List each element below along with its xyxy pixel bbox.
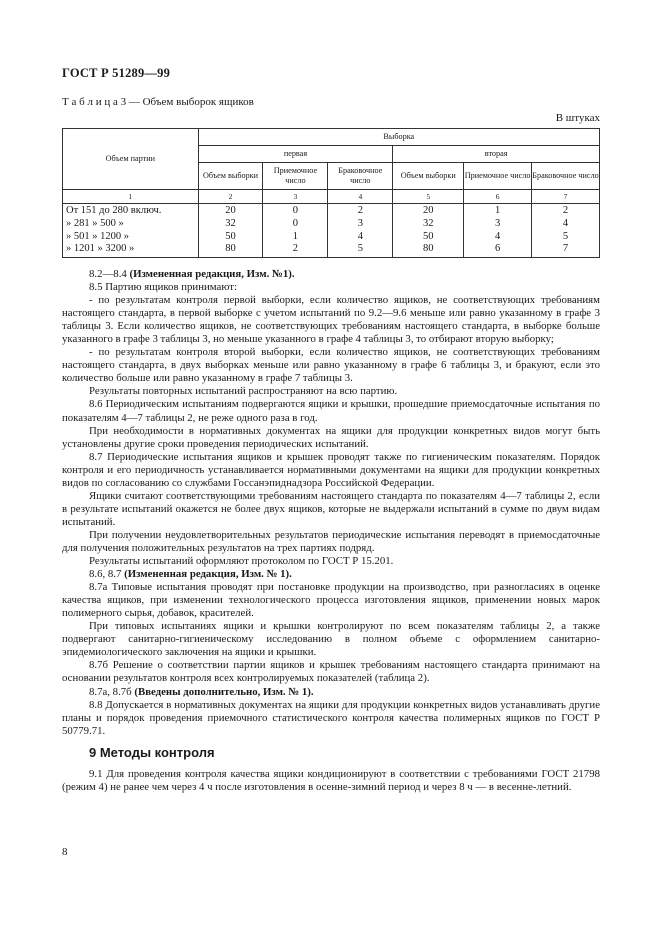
table-cell: 32 — [225, 217, 236, 229]
subheader: Браковочное число — [328, 163, 393, 190]
table-cell: 20 — [422, 205, 434, 217]
column-number: 4 — [328, 190, 393, 204]
table-cell: 50 — [422, 230, 434, 242]
paragraph: Результаты повторных испытаний распространяют на всю партию. — [89, 385, 398, 398]
subheader: Объем выборки — [198, 163, 263, 190]
document-header: ГОСТ Р 51289—99 — [62, 66, 171, 80]
lot-range: » 1201 » 3200 » — [66, 243, 135, 255]
body-text — [62, 268, 600, 794]
table-cell: 7 — [562, 243, 569, 255]
amendment-note: (Измененная редакция, Изм. № 1). — [124, 568, 292, 581]
amendment-note: (Измененная редакция, Изм. №1). — [129, 268, 295, 280]
column-number: 5 — [393, 190, 464, 204]
table-cell: 20 — [225, 205, 236, 217]
header-sample: Выборка — [198, 129, 599, 146]
paragraph: При получении неудовлетворительных результатов периодические испытания переводят в приемосдаточные для получения положительных результатов на трех партиях подряд. — [62, 528, 600, 554]
table-cell: 4 — [357, 230, 363, 242]
paragraph: 8.6 Периодическим испытаниям подвергаются ящики и крышки, прошедшие приемосдаточные испытания по показателям 4—7 таблицы 2, не реже одного раза в год. — [62, 398, 600, 424]
table-cell: 80 — [225, 243, 236, 255]
paragraph: 8.7а Типовые испытания проводят при постановке продукции на производство, при разногласиях в оценке качества ящиков, при изменении технологического процесса изготовления ящиков, применении новых марок полимерного сырья, добавок, красителей. — [62, 581, 600, 620]
section-heading: 9 Методы контроля — [89, 744, 215, 760]
column-number: 2 — [198, 190, 263, 204]
table-cell: 0 — [292, 217, 299, 229]
table-cell: 3 — [357, 217, 363, 229]
paragraph: Результаты испытаний оформляют протоколом по ГОСТ Р 15.201. — [89, 555, 394, 568]
second-acceptance-column — [464, 204, 532, 258]
paragraph — [62, 686, 600, 699]
paragraph: Ящики считают соответствующими требованиям настоящего стандарта по показателям 4—7 таблицы 2, если в результате испытаний окажется не более двух ящиков, которые не выдержали испытаний в сумме по двум видам испытаний. — [62, 489, 600, 528]
table-cell: 6 — [494, 243, 501, 255]
lot-range: От 151 до 280 включ. — [66, 205, 162, 217]
paragraph: 8.7б Решение о соответствии партии ящиков и крышек требованиям настоящего стандарта принимают на основании результатов контроля всех контролируемых показателей (таблица 2). — [62, 659, 600, 685]
first-rejection-column — [328, 204, 393, 258]
table-cell: 4 — [494, 230, 501, 242]
lot-size-column — [63, 204, 199, 258]
paragraph: - по результатам контроля второй выборки, если количество ящиков, не соответствующих требованиям настоящего стандарта, в двух выборках меньше или равно указанному в графе 6 таблицы 3, и бракуют, если это количество больше или равно указанному в графе 7 таблицы 3. — [62, 346, 600, 385]
header-lot-size: Объем партии — [63, 129, 199, 190]
paragraph — [62, 268, 600, 281]
second-rejection-column — [532, 204, 600, 258]
sample-size-table — [62, 128, 600, 258]
subheader: Приемочное число — [464, 163, 532, 190]
clause-ref: 8.7а, 8.7б — [89, 685, 135, 698]
table-cell: 32 — [422, 217, 434, 229]
paragraph: При типовых испытаниях ящики и крышки контролируют по всем показателям таблицы 2, а также подвергают санитарно-гигиеническому исследованию в полном объеме с оформлением санитарно-эпидемиологического заключения на ящики и крышки. — [62, 620, 600, 659]
table-cell: 3 — [494, 217, 501, 229]
table-cell: 80 — [422, 243, 434, 255]
paragraph: - по результатам контроля первой выборки, если количество ящиков, не соответствующих требованиям настоящего стандарта, в первой выборке с учетом испытаний по 9.2—9.6 меньше или равно указанному в графе 3 таблицы 3. Если количество ящиков, не соответствующих требованиям настоящего стандарта, в выборке больше указанного в графе 3 таблицы 3, но меньше указанного в графе 4 таблицы 3, то отбирают вторую выборку; — [62, 294, 600, 346]
header-first-sample: первая — [198, 146, 393, 163]
amendment-note: (Введены дополнительно, Изм. № 1). — [134, 685, 314, 698]
page-number: 8 — [62, 846, 68, 858]
column-number: 3 — [263, 190, 328, 204]
table-cell: 2 — [357, 205, 363, 217]
subheader: Приемочное число — [263, 163, 328, 190]
paragraph: 8.7 Периодические испытания ящиков и крышек проводят также по гигиеническим показателям. Порядок контроля и его периодичность устанавливается нормативными документами на ящики для продукции конкретных видов по согласованию со службами Госсанэпиднадзора Российской Федерации. — [62, 450, 600, 489]
table-cell: 2 — [292, 243, 299, 255]
second-sample-size-column — [393, 204, 464, 258]
paragraph: 8.8 Допускается в нормативных документах на ящики для продукции конкретных видов устанавливать другие планы и порядок проведения приемочного статистического контроля качества полимерных ящиков по ГОСТ Р 50779.71. — [62, 698, 600, 737]
subheader: Браковочное число — [532, 163, 600, 190]
table-units: В штуках — [555, 112, 600, 124]
column-number: 6 — [464, 190, 532, 204]
column-number: 7 — [532, 190, 600, 204]
header-second-sample: вторая — [393, 146, 600, 163]
table-cell: 5 — [562, 230, 569, 242]
first-acceptance-column — [263, 204, 328, 258]
table-cell: 2 — [562, 205, 569, 217]
clause-ref: 8.2—8.4 — [89, 268, 130, 280]
table-cell: 5 — [357, 243, 363, 255]
paragraph: При необходимости в нормативных документах на ящики для продукции конкретных видов могут быть установлены другие сроки проведения периодических испытаний. — [62, 424, 600, 450]
paragraph: 9.1 Для проведения контроля качества ящики кондиционируют в соответствии с требованиями ГОСТ 21798 (режим 4) не ранее чем через 4 ч после изготовления в осенне-зимний период и через 8 ч — в весенне-летний. — [62, 767, 600, 793]
table-cell: 4 — [562, 217, 569, 229]
paragraph — [62, 568, 600, 581]
table-caption: Т а б л и ц а 3 — Объем выборок ящиков — [62, 96, 254, 108]
subheader: Объем выборки — [393, 163, 464, 190]
column-number: 1 — [63, 190, 199, 204]
table-cell: 1 — [494, 205, 501, 217]
paragraph: 8.5 Партию ящиков принимают: — [89, 281, 237, 294]
table-cell: 0 — [292, 205, 299, 217]
clause-ref: 8.6, 8.7 — [89, 568, 125, 581]
first-sample-size-column — [198, 204, 263, 258]
lot-range: » 501 » 1200 » — [66, 230, 129, 242]
table-cell: 1 — [292, 230, 299, 242]
table-cell: 50 — [225, 230, 236, 242]
lot-range: » 281 » 500 » — [66, 217, 124, 229]
